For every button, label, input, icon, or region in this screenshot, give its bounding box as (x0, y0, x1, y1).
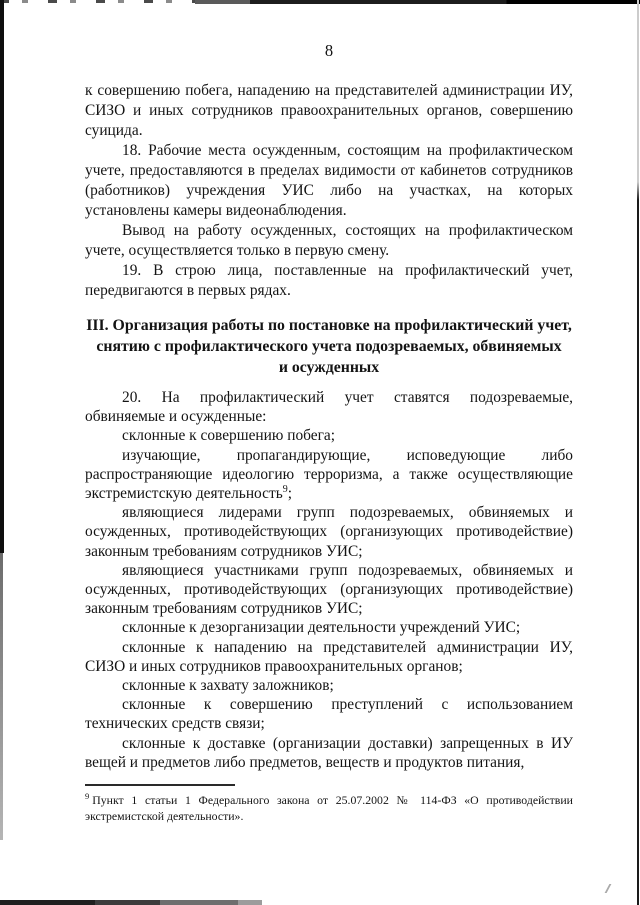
scan-edge-right-line (637, 0, 639, 905)
section-heading-line: III. Организация работы по постановке на профилактический учет, (86, 317, 572, 334)
footnote-rule (85, 784, 235, 786)
list-paragraph-tail: ; (287, 485, 292, 503)
scan-speck (605, 884, 616, 893)
paragraph-20-intro: 20. На профилактический учет ставятся подозреваемые, обвиняемые и осужденные: (85, 389, 573, 426)
paragraph-18-note: Вывод на работу осужденных, состоящих на профилактическом учете, осуществляется только в первую смену. (85, 222, 573, 259)
list-paragraph: склонные к совершению побега; (122, 427, 336, 445)
list-paragraph: являющиеся лидерами групп подозреваемых, обвиняемых и осужденных, противодействующих (организующих противодействие) законным требованиям сотрудников УИС; (85, 504, 573, 560)
section-heading (85, 315, 573, 378)
paragraph-20-block (85, 388, 573, 772)
paragraph-continuation: к совершению побега, нападению на представителей администрации ИУ, СИЗО и иных сотрудников правоохранительных органов, совершению суицида. (85, 82, 573, 139)
scan-edge-left-fade (0, 553, 3, 840)
list-paragraph: склонные к совершению преступлений с использованием технических средств связи; (85, 696, 573, 733)
list-paragraph: склонные к дезорганизации деятельности учреждений УИС; (122, 619, 521, 637)
list-paragraph: склонные к захвату заложников; (122, 677, 334, 695)
page-number: 8 (324, 41, 334, 60)
list-paragraph: склонные к нападению на представителей администрации ИУ, СИЗО и иных сотрудников правоохранительных органов; (85, 638, 573, 675)
paragraph-18: 18. Рабочие места осужденным, состоящим на профилактическом учете, предоставляются в пределах видимости от кабинетов сотрудников (работников) учреждения УИС либо на участках, на которых установлены камеры видеонаблюдения. (85, 142, 573, 219)
scan-edge-top-bar (195, 0, 640, 4)
paragraph-19: 19. В строю лица, поставленные на профилактический учет, передвигаются в первых рядах. (85, 262, 573, 299)
document-page (85, 40, 573, 824)
footnote (85, 784, 573, 824)
section-heading-line: снятию с профилактического учета подозреваемых, обвиняемых (96, 338, 562, 355)
footnote-body: Пункт 1 статьи 1 Федерального закона от 25.07.2002 № 114-ФЗ «О противодействии экстремистской деятельности». (85, 793, 573, 824)
list-paragraph: склонные к доставке (организации доставки) запрещенных в ИУ вещей и предметов либо предметов, веществ и продуктов питания, (85, 734, 573, 771)
section-heading-line: и осужденных (278, 359, 380, 376)
list-paragraph-text: изучающие, пропагандирующие, исповедующие либо распространяющие идеологию терроризма, а также осуществляющие экстремистскую деятельность (85, 446, 573, 503)
scan-edge-top-dashes (0, 0, 195, 3)
scan-edge-bottom-bar (0, 900, 262, 905)
footnote-reference-mark: 9 (282, 483, 288, 495)
footnote-number: 9 (85, 791, 90, 802)
footnote-text (85, 792, 573, 824)
list-paragraph-extremism (85, 446, 573, 504)
list-paragraph: являющиеся участниками групп подозреваемых, обвиняемых и осужденных, противодействующих (организующих противодействие) законным требованиям сотрудников УИС; (85, 561, 573, 618)
scan-edge-left-bar (0, 0, 4, 553)
